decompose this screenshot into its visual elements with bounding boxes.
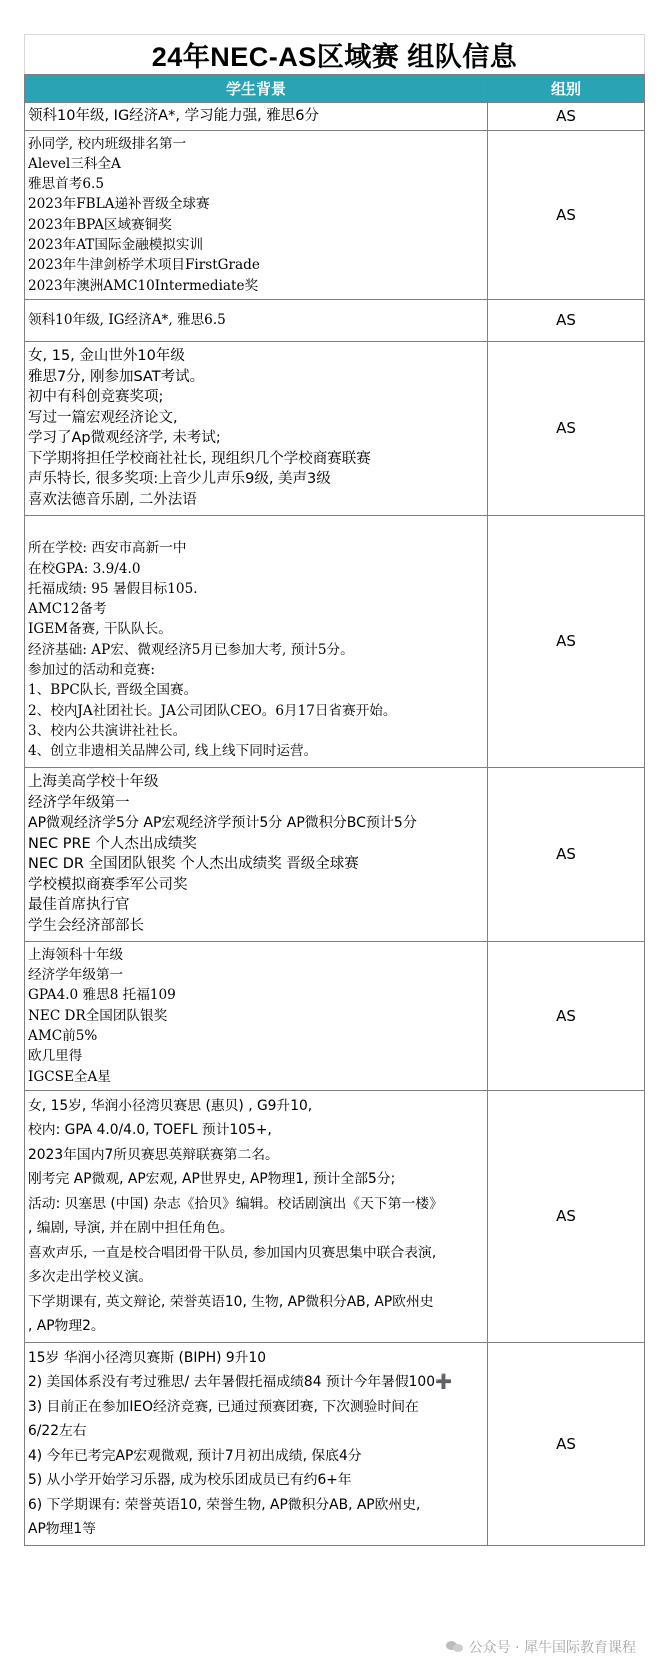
student-background-cell xyxy=(25,299,488,341)
student-background-cell xyxy=(25,130,488,299)
background-line: 下学期将担任学校商社社长, 现组织几个学校商赛联赛 xyxy=(28,450,371,467)
background-line: AP物理1等 xyxy=(28,1521,96,1538)
student-background-cell xyxy=(25,767,488,941)
background-line: GPA4.0 雅思8 托福109 xyxy=(28,987,176,1004)
student-background-cell xyxy=(25,1342,488,1545)
background-line: 女, 15, 金山世外10年级 xyxy=(28,348,185,365)
group-cell: AS xyxy=(488,941,645,1090)
table-row xyxy=(25,299,645,341)
background-line: 2023年FBLA递补晋级全球赛 xyxy=(28,196,210,213)
background-line: 2023年AT国际金融模拟实训 xyxy=(28,236,204,253)
background-line: 学生会经济部部长 xyxy=(28,917,144,934)
background-line: 写过一篇宏观经济论文, xyxy=(28,409,178,426)
background-line: 孙同学, 校内班级排名第一 xyxy=(28,135,187,152)
background-line: 喜欢法德音乐剧, 二外法语 xyxy=(28,491,197,508)
background-line: 2023年澳洲AMC10Intermediate奖 xyxy=(28,277,259,294)
watermark xyxy=(446,1637,636,1657)
background-line: 领科10年级, IG经济A*, 学习能力强, 雅思6分 xyxy=(28,108,320,124)
background-line: NEC DR 全国团队银奖 个人杰出成绩奖 晋级全球赛 xyxy=(28,856,359,873)
team-info-table xyxy=(24,34,645,1546)
group-cell: AS xyxy=(488,130,645,299)
group-cell: AS xyxy=(488,515,645,767)
table-row xyxy=(25,941,645,1090)
header-background: 学生背景 xyxy=(25,75,488,103)
group-cell: AS xyxy=(488,1090,645,1342)
header-group: 组别 xyxy=(488,75,645,103)
background-line: , 编剧, 导演, 并在剧中担任角色。 xyxy=(28,1220,234,1237)
background-line: 2) 美国体系没有考过雅思/ 去年暑假托福成绩84 预计今年暑假100➕ xyxy=(28,1374,453,1391)
background-line: 2023年BPA区域赛铜奖 xyxy=(28,216,172,233)
background-line: 下学期课有, 英文辩论, 荣誉英语10, 生物, AP微积分AB, AP欧州史 xyxy=(28,1293,434,1310)
sheet xyxy=(24,34,644,1546)
table-row xyxy=(25,1090,645,1342)
background-line: 喜欢声乐, 一直是校合唱团骨干队员, 参加国内贝赛思集中联合表演, xyxy=(28,1244,437,1261)
background-line: 托福成绩: 95 暑假目标105. xyxy=(28,580,198,597)
background-line: 最佳首席执行官 xyxy=(28,897,130,914)
background-line: NEC PRE 个人杰出成绩奖 xyxy=(28,835,197,852)
background-line: IGCSE全A星 xyxy=(28,1068,111,1085)
table-row xyxy=(25,103,645,131)
background-line: 雅思7分, 刚参加SAT考试。 xyxy=(28,368,205,385)
background-line: Alevel三科全A xyxy=(28,155,121,172)
background-line: 雅思首考6.5 xyxy=(28,176,104,193)
background-line: 4) 今年已考完AP宏观微观, 预计7月初出成绩, 保底4分 xyxy=(28,1447,362,1464)
background-line: 活动: 贝塞思 (中国) 杂志《拾贝》编辑。校话剧演出《天下第一楼》 xyxy=(28,1195,443,1212)
background-line: AMC12备考 xyxy=(28,601,107,618)
background-line: 欧几里得 xyxy=(28,1048,83,1065)
background-line: 刚考完 AP微观, AP宏观, AP世界史, AP物理1, 预计全部5分; xyxy=(28,1171,396,1188)
table-row xyxy=(25,767,645,941)
group-cell: AS xyxy=(488,341,645,515)
background-line: NEC DR全国团队银奖 xyxy=(28,1007,168,1024)
background-line: 6) 下学期课有: 荣誉英语10, 荣誉生物, AP微积分AB, AP欧州史, xyxy=(28,1496,421,1513)
background-line: 2023年牛津剑桥学术项目FirstGrade xyxy=(28,257,260,274)
background-line: 初中有科创竞赛奖项; xyxy=(28,389,164,406)
background-line: 4、创立非遗相关品牌公司, 线上线下同时运营。 xyxy=(28,743,318,760)
watermark-text: 公众号 · 犀牛国际教育课程 xyxy=(468,1640,636,1656)
table-row xyxy=(25,515,645,767)
background-line: 经济学年级第一 xyxy=(28,967,124,984)
background-line: 多次走出学校义演。 xyxy=(28,1269,153,1286)
student-background-cell xyxy=(25,941,488,1090)
table-row xyxy=(25,341,645,515)
background-line: 声乐特长, 很多奖项:上音少儿声乐9级, 美声3级 xyxy=(28,471,331,488)
background-line: 参加过的活动和竞赛: xyxy=(28,662,155,679)
table-row xyxy=(25,130,645,299)
background-line: 学习了Ap微观经济学, 未考试; xyxy=(28,430,221,447)
background-line: 领科10年级, IG经济A*, 雅思6.5 xyxy=(28,312,226,329)
background-line: 经济学年级第一 xyxy=(28,794,130,811)
background-line: 女, 15岁, 华润小径湾贝赛思 (惠贝) , G9升10, xyxy=(28,1097,313,1114)
background-line: 3) 目前正在参加IEO经济竞赛, 已通过预赛团赛, 下次测验时间在 xyxy=(28,1398,419,1415)
group-cell: AS xyxy=(488,1342,645,1545)
background-line: 6/22左右 xyxy=(28,1423,87,1440)
background-line: 学校模拟商赛季军公司奖 xyxy=(28,876,188,893)
background-line: , AP物理2。 xyxy=(28,1318,105,1335)
page-title: 24年NEC-AS区域赛 组队信息 xyxy=(25,35,645,75)
background-line: AP微观经济学5分 AP宏观经济学预计5分 AP微积分BC预计5分 xyxy=(28,815,417,832)
background-line: 15岁 华润小径湾贝赛斯 (BIPH) 9升10 xyxy=(28,1349,267,1366)
background-line: 在校GPA: 3.9/4.0 xyxy=(28,560,141,577)
background-line: 5) 从小学开始学习乐器, 成为校乐团成员已有约6+年 xyxy=(28,1472,352,1489)
student-background-cell xyxy=(25,103,488,131)
background-line: 2、校内JA社团社长。JA公司团队CEO。6月17日省赛开始。 xyxy=(28,702,397,719)
group-cell: AS xyxy=(488,299,645,341)
background-line: IGEM备赛, 干队队长。 xyxy=(28,621,172,638)
wechat-icon xyxy=(446,1639,464,1655)
background-line: AMC前5% xyxy=(28,1028,98,1045)
group-cell: AS xyxy=(488,767,645,941)
table-row xyxy=(25,1342,645,1545)
background-line: 上海领科十年级 xyxy=(28,946,124,963)
background-line: 校内: GPA 4.0/4.0, TOEFL 预计105+, xyxy=(28,1122,272,1139)
student-background-cell xyxy=(25,341,488,515)
background-line: 3、校内公共演讲社社长。 xyxy=(28,722,187,739)
student-background-cell xyxy=(25,1090,488,1342)
background-line: 1、BPC队长, 晋级全国赛。 xyxy=(28,682,198,699)
student-background-cell xyxy=(25,515,488,767)
background-line: 2023年国内7所贝赛思英辩联赛第二名。 xyxy=(28,1146,279,1163)
background-line: 上海美高学校十年级 xyxy=(28,774,159,791)
background-line: 经济基础: AP宏、微观经济5月已参加大考, 预计5分。 xyxy=(28,641,354,658)
group-cell: AS xyxy=(488,103,645,131)
background-line: 所在学校: 西安市高新一中 xyxy=(28,540,187,557)
